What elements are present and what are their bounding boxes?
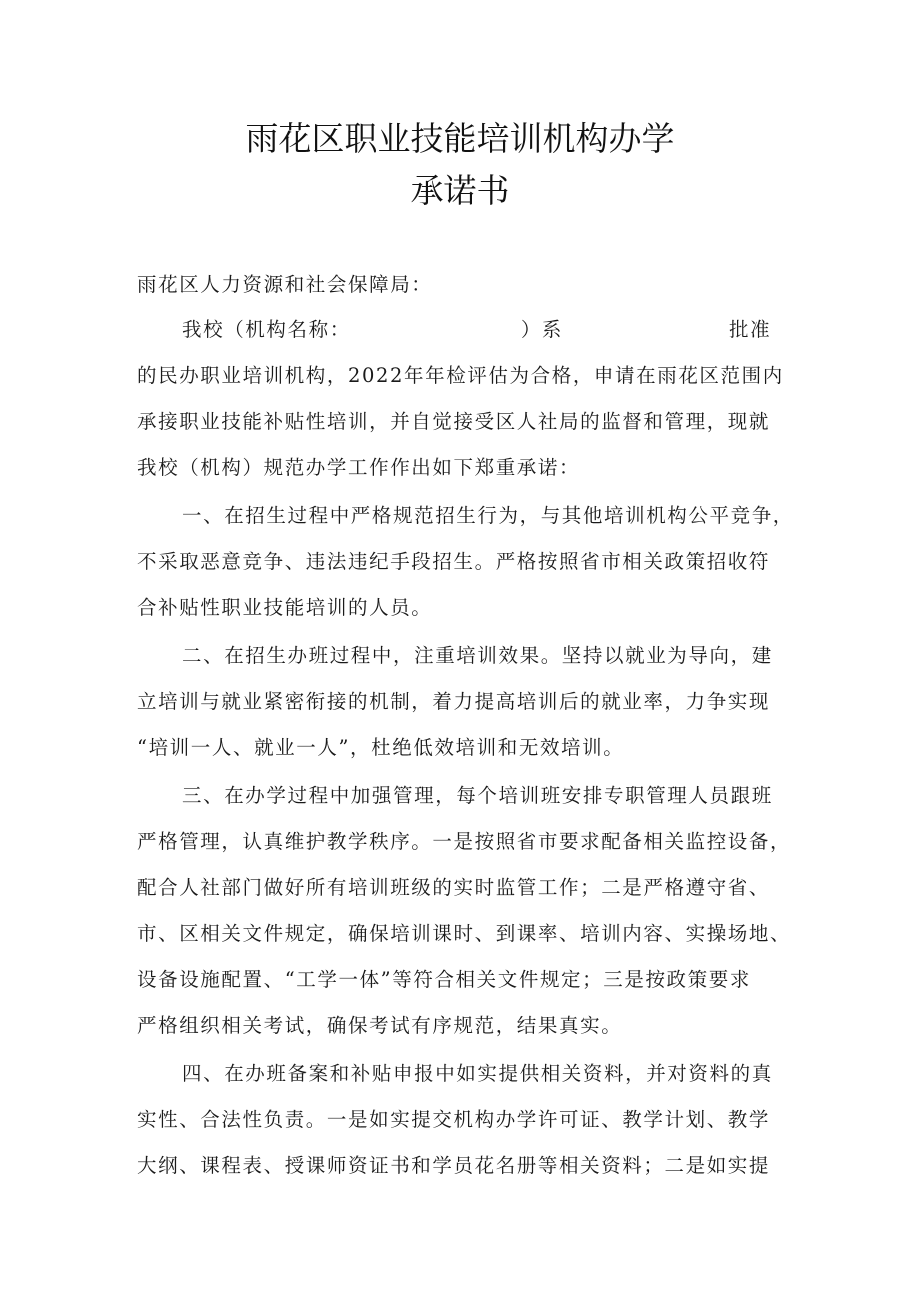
- paragraph-3-line-4: 市、区相关文件规定，确保培训课时、到课率、培训内容、实操场地、: [137, 922, 792, 945]
- document-title-line-2: 承诺书: [410, 171, 510, 210]
- paragraph-4-line-3: 大纲、课程表、授课师资证书和学员花名册等相关资料；二是如实提: [137, 1154, 771, 1177]
- intro-paren-close: ）系: [520, 318, 564, 341]
- paragraph-1-line-3: 合补贴性职业技能培训的人员。: [137, 596, 433, 619]
- intro-line-4: 我校（机构）规范办学工作作出如下郑重承诺：: [137, 456, 581, 479]
- paragraph-3-line-6: 严格组织相关考试，确保考试有序规范，结果真实。: [137, 1014, 623, 1037]
- paragraph-3-line-1: 三、在办学过程中加强管理，每个培训班安排专职管理人员跟班: [182, 784, 773, 807]
- intro-line-2: 的民办职业培训机构，2022年年检评估为合格，申请在雨花区范围内: [137, 364, 784, 387]
- intro-line-1: [182, 316, 771, 344]
- paragraph-3-line-5: 设备设施配置、“工学一体”等符合相关文件规定；三是按政策要求: [137, 968, 751, 991]
- paragraph-2-line-3: “培训一人、就业一人”，杜绝低效培训和无效培训。: [137, 736, 625, 759]
- paragraph-2-line-2: 立培训与就业紧密衔接的机制，着力提高培训后的就业率，力争实现: [137, 690, 771, 713]
- paragraph-3-line-3: 配合人社部门做好所有培训班级的实时监管工作；二是严格遵守省、: [137, 876, 771, 899]
- intro-line-3: 承接职业技能补贴性培训，并自觉接受区人社局的监督和管理，现就: [137, 410, 771, 433]
- salutation: 雨花区人力资源和社会保障局：: [137, 273, 433, 296]
- intro-prefix: 我校（机构名称：: [182, 318, 351, 341]
- paragraph-4-line-2: 实性、合法性负责。一是如实提交机构办学许可证、教学计划、教学: [137, 1108, 771, 1131]
- paragraph-1-line-2: 不采取恶意竞争、违法违纪手段招生。严格按照省市相关政策招收符: [137, 550, 771, 573]
- document-title-line-1: 雨花区职业技能培训机构办学: [245, 119, 675, 158]
- paragraph-4-line-1: 四、在办班备案和补贴申报中如实提供相关资料，并对资料的真: [182, 1062, 773, 1085]
- paragraph-1-line-1: 一、在招生过程中严格规范招生行为，与其他培训机构公平竞争，: [182, 504, 794, 527]
- paragraph-2-line-1: 二、在招生办班过程中，注重培训效果。坚持以就业为导向，建: [182, 644, 773, 667]
- paragraph-3-line-2: 严格管理，认真维护教学秩序。一是按照省市要求配备相关监控设备，: [137, 830, 792, 853]
- intro-approve: 批准: [729, 318, 772, 341]
